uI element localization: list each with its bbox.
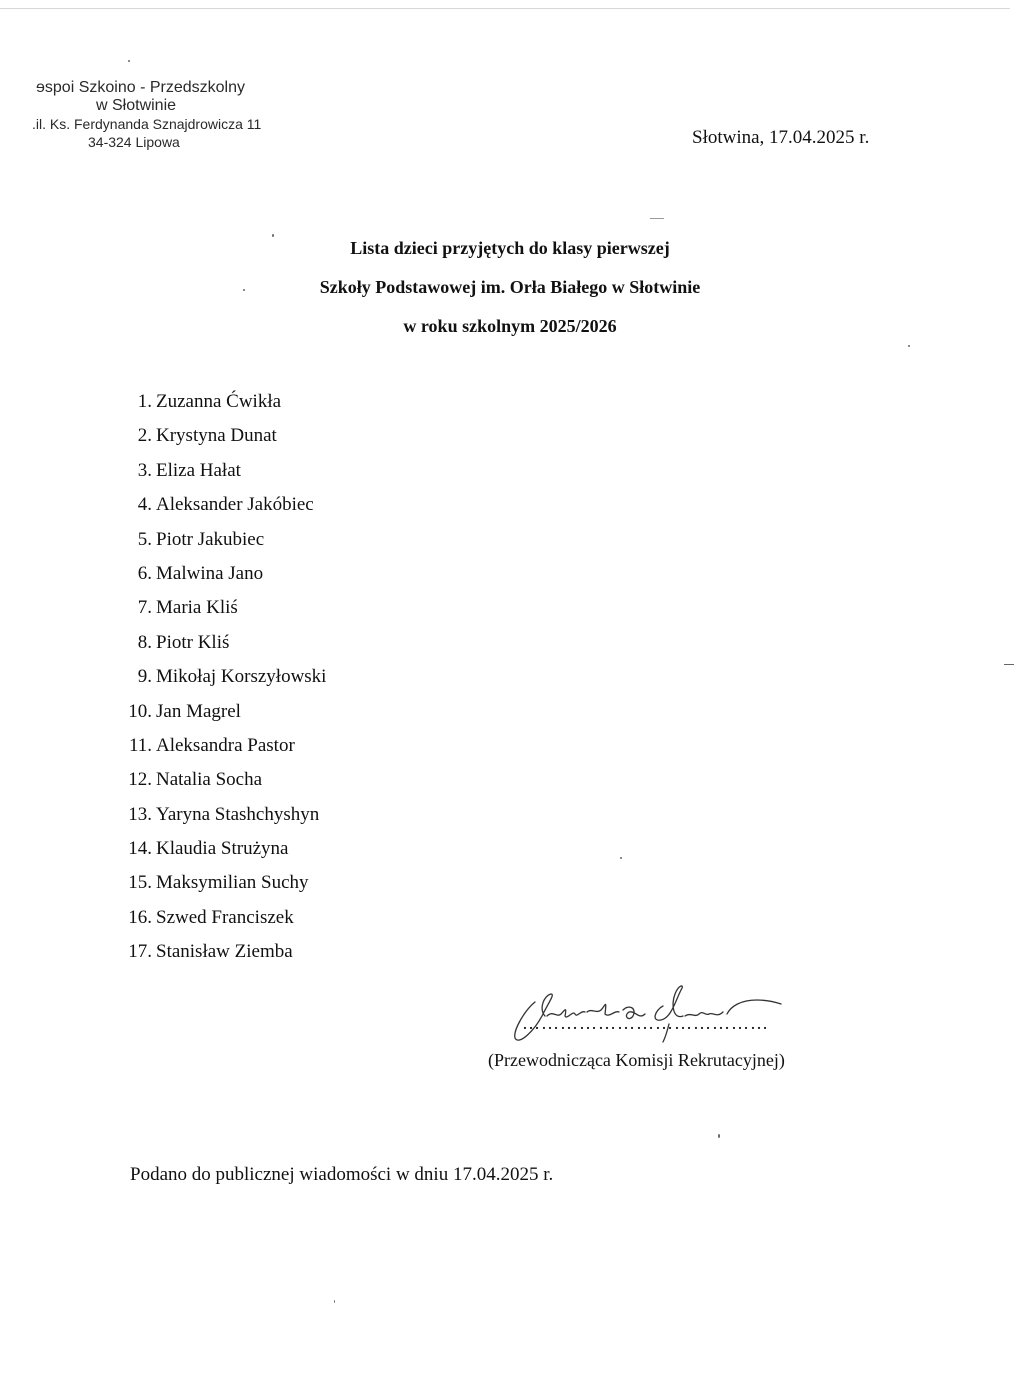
child-name: Aleksander Jakóbiec bbox=[156, 494, 314, 516]
document-title-line-1: Lista dzieci przyjętych do klasy pierwszej bbox=[350, 238, 670, 258]
list-item-number: 4. bbox=[137, 494, 152, 516]
list-item-number: 16. bbox=[128, 906, 152, 928]
list-item bbox=[120, 906, 326, 940]
list-item bbox=[120, 562, 326, 596]
document-title-line-2: Szkoły Podstawowej im. Orła Białego w Słotwinie bbox=[319, 277, 701, 297]
signatory-role: (Przewodnicząca Komisji Rekrutacyjnej) bbox=[488, 1050, 785, 1070]
list-item-number: 8. bbox=[137, 631, 152, 653]
list-item-number: 5. bbox=[137, 528, 152, 550]
child-name: Krystyna Dunat bbox=[156, 425, 277, 447]
child-name: Eliza Hałat bbox=[156, 459, 241, 481]
list-item-number: 1. bbox=[137, 391, 152, 412]
list-item-number: 6. bbox=[137, 562, 152, 584]
list-item bbox=[120, 459, 326, 493]
scan-speck bbox=[718, 1134, 720, 1138]
child-name: Piotr Kliś bbox=[156, 631, 230, 653]
publication-note: Podano do publicznej wiadomości w dniu 17.04.2025 r. bbox=[130, 1164, 554, 1185]
list-item bbox=[120, 940, 326, 974]
stamp-line-3: .il. Ks. Ferdynanda Sznajdrowicza 11 bbox=[32, 116, 262, 132]
list-item bbox=[120, 837, 326, 871]
list-item-number: 14. bbox=[128, 838, 152, 860]
list-item-number: 3. bbox=[137, 459, 152, 481]
child-name: Maksymilian Suchy bbox=[156, 872, 309, 894]
scan-speck bbox=[334, 1300, 335, 1303]
scan-speck bbox=[908, 345, 910, 347]
list-item-number: 12. bbox=[128, 769, 152, 791]
list-item-number: 13. bbox=[128, 803, 152, 825]
list-item-number: 9. bbox=[137, 666, 152, 688]
list-item bbox=[120, 528, 326, 562]
child-name: Klaudia Strużyna bbox=[156, 838, 289, 860]
list-item bbox=[120, 493, 326, 527]
list-item bbox=[120, 768, 326, 802]
scan-speck bbox=[1004, 664, 1014, 665]
child-name: Aleksandra Pastor bbox=[156, 734, 295, 756]
document-title-line-3: w roku szkolnym 2025/2026 bbox=[403, 316, 617, 336]
place-date: Słotwina, 17.04.2025 r. bbox=[692, 127, 870, 148]
stamp-line-1: ɘspoi Szkoino - Przedszkolny bbox=[36, 79, 245, 96]
list-item bbox=[120, 424, 326, 458]
child-name: Stanisław Ziemba bbox=[156, 941, 293, 963]
child-name: Mikołaj Korszyłowski bbox=[156, 666, 327, 688]
stamp-line-4: 34-324 Lipowa bbox=[88, 134, 180, 150]
list-item bbox=[120, 803, 326, 837]
scan-speck bbox=[650, 218, 664, 219]
list-item-number: 17. bbox=[128, 941, 152, 963]
list-item-number: 7. bbox=[137, 597, 152, 619]
list-item bbox=[120, 665, 326, 699]
scan-speck bbox=[128, 60, 130, 62]
list-item bbox=[120, 871, 326, 905]
child-name: Jan Magrel bbox=[156, 700, 241, 722]
child-name: Yaryna Stashchyshyn bbox=[156, 803, 320, 825]
list-item bbox=[120, 631, 326, 665]
child-name: Szwed Franciszek bbox=[156, 906, 294, 928]
list-item bbox=[120, 596, 326, 630]
child-name: Piotr Jakubiec bbox=[156, 528, 265, 550]
list-item bbox=[120, 390, 326, 424]
scan-speck bbox=[620, 857, 622, 859]
school-stamp bbox=[30, 79, 260, 151]
list-item-number: 11. bbox=[128, 734, 152, 756]
child-name: Maria Kliś bbox=[156, 597, 238, 619]
list-item bbox=[120, 734, 326, 768]
signature-line: ………………………………… bbox=[522, 1013, 769, 1033]
list-item-number: 2. bbox=[137, 425, 152, 447]
list-item-number: 10. bbox=[128, 700, 152, 722]
child-name: Zuzanna Ćwikła bbox=[156, 391, 282, 412]
child-name: Natalia Socha bbox=[156, 769, 263, 791]
list-item bbox=[120, 700, 326, 734]
stamp-line-2: w Słotwinie bbox=[96, 97, 177, 114]
scan-edge-line bbox=[0, 8, 1010, 9]
list-item-number: 15. bbox=[128, 872, 152, 894]
children-list bbox=[120, 390, 326, 975]
child-name: Malwina Jano bbox=[156, 562, 264, 584]
scan-speck bbox=[243, 289, 245, 291]
scan-speck bbox=[272, 234, 274, 237]
